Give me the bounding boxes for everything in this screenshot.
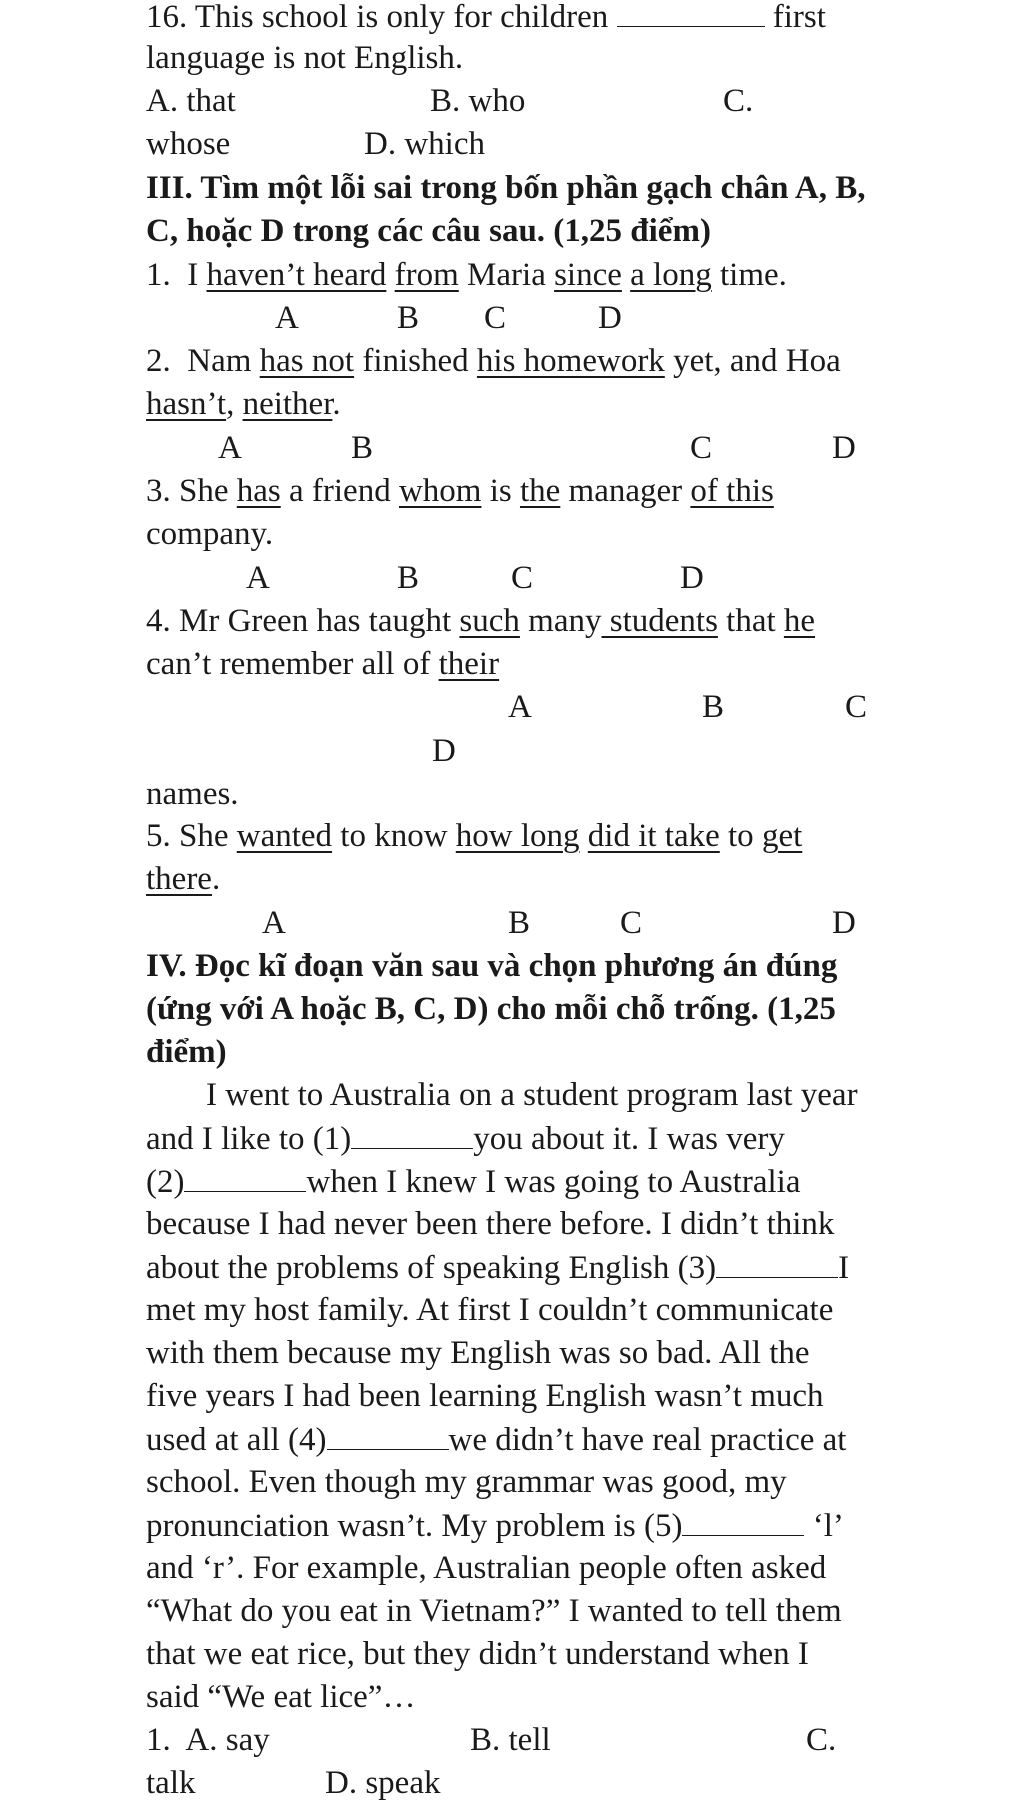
label-a: A bbox=[246, 560, 270, 596]
q1-option-d: D. speak bbox=[325, 1765, 441, 1801]
passage-line: five years I had been learning English wasn’t much bbox=[146, 1378, 824, 1414]
section-3-heading: III. Tìm một lỗi sai trong bốn phần gạch chân A, B, bbox=[146, 170, 866, 206]
section-4-heading: IV. Đọc kĩ đoạn văn sau và chọn phương án đúng bbox=[146, 948, 838, 984]
q1-option-c: C. bbox=[806, 1722, 837, 1758]
passage-line: said “We eat lice”… bbox=[146, 1679, 416, 1715]
error-sentence-3-cont: company. bbox=[146, 516, 274, 552]
label-c: C bbox=[620, 905, 643, 941]
passage-blank-5 bbox=[682, 1509, 804, 1536]
label-d: D bbox=[598, 300, 622, 336]
error-sentence-2-cont: hasn’t, neither. bbox=[146, 386, 341, 422]
label-d: D bbox=[432, 733, 456, 769]
passage-line: I went to Australia on a student program last year bbox=[206, 1077, 858, 1113]
q1-option-c-word: talk bbox=[146, 1765, 196, 1801]
label-c: C bbox=[511, 560, 534, 596]
passage-line: met my host family. At first I couldn’t communicate bbox=[146, 1292, 834, 1328]
section-4-heading-cont: (ứng với A hoặc B, C, D) cho mỗi chỗ trống. (1,25 bbox=[146, 991, 836, 1027]
label-d: D bbox=[832, 430, 856, 466]
passage-line: “What do you eat in Vietnam?” I wanted to tell them bbox=[146, 1593, 842, 1629]
passage-blank-1 bbox=[351, 1122, 473, 1149]
section-3-heading-cont: C, hoặc D trong các câu sau. (1,25 điểm) bbox=[146, 213, 711, 249]
error-sentence-4-end: names. bbox=[146, 776, 239, 812]
label-a: A bbox=[218, 430, 242, 466]
passage-blank-4 bbox=[327, 1423, 449, 1450]
passage-blank-2 bbox=[184, 1165, 306, 1192]
passage-line: because I had never been there before. I didn’t think bbox=[146, 1206, 835, 1242]
q16-line2: language is not English. bbox=[146, 40, 464, 76]
q16-line1: 16. This school is only for children first bbox=[146, 0, 826, 35]
q16-option-d: D. which bbox=[364, 126, 485, 162]
label-b: B bbox=[508, 905, 531, 941]
label-b: B bbox=[702, 689, 725, 725]
q1-option-b: B. tell bbox=[470, 1722, 551, 1758]
label-c: C bbox=[690, 430, 713, 466]
label-c: C bbox=[845, 689, 868, 725]
label-c: C bbox=[484, 300, 507, 336]
passage-blank-3 bbox=[716, 1251, 838, 1278]
q16-option-b: B. who bbox=[430, 83, 526, 119]
error-sentence-5: 5. She wanted to know how long did it take to get bbox=[146, 818, 803, 854]
error-sentence-4: 4. Mr Green has taught such many students that he bbox=[146, 603, 816, 639]
error-sentence-1: 1. I haven’t heard from Maria since a long time. bbox=[146, 257, 787, 293]
label-b: B bbox=[397, 300, 420, 336]
label-a: A bbox=[262, 905, 286, 941]
passage-line: and ‘r’. For example, Australian people often asked bbox=[146, 1550, 827, 1586]
passage-line: used at all (4) we didn’t have real practice at bbox=[146, 1422, 847, 1458]
label-b: B bbox=[351, 430, 374, 466]
answer-blank bbox=[617, 0, 765, 27]
passage-line: that we eat rice, but they didn’t understand when I bbox=[146, 1636, 809, 1672]
passage-line: pronunciation wasn’t. My problem is (5) ‘l’ bbox=[146, 1508, 844, 1544]
passage-line: about the problems of speaking English (3) I bbox=[146, 1250, 850, 1286]
q16-option-a: A. that bbox=[146, 83, 236, 119]
passage-line: with them because my English was so bad. All the bbox=[146, 1335, 810, 1371]
section-4-heading-end: điểm) bbox=[146, 1034, 227, 1070]
q16-option-c-word: whose bbox=[146, 126, 231, 162]
label-d: D bbox=[832, 905, 856, 941]
q16-option-c: C. bbox=[723, 83, 754, 119]
error-sentence-5-cont: there. bbox=[146, 861, 221, 897]
q1-option-a: 1. A. say bbox=[146, 1722, 270, 1758]
label-a: A bbox=[508, 689, 532, 725]
passage-line: (2) when I knew I was going to Australia bbox=[146, 1164, 801, 1200]
error-sentence-4-cont: can’t remember all of their bbox=[146, 646, 500, 682]
error-sentence-3: 3. She has a friend whom is the manager of this bbox=[146, 473, 774, 509]
passage-line: school. Even though my grammar was good, my bbox=[146, 1464, 787, 1500]
error-sentence-2: 2. Nam has not finished his homework yet, and Hoa bbox=[146, 343, 841, 379]
label-d: D bbox=[680, 560, 704, 596]
label-a: A bbox=[275, 300, 299, 336]
passage-line: and I like to (1) you about it. I was very bbox=[146, 1121, 785, 1157]
label-b: B bbox=[397, 560, 420, 596]
